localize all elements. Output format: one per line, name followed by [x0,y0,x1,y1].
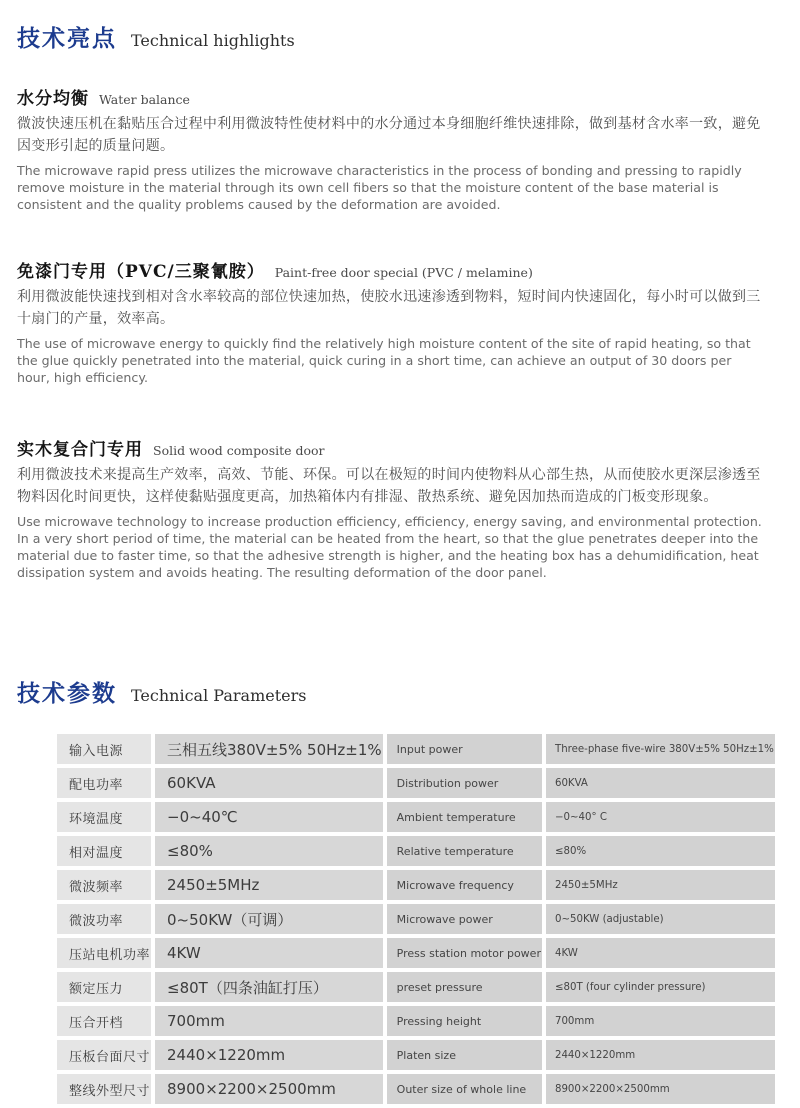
param-value-zh: 60KVA [155,768,383,798]
param-label-zh: 微波功率 [57,904,151,934]
param-label-en: Ambient temperature [387,802,542,832]
param-label-en: Platen size [387,1040,542,1070]
section-body-en: Use microwave technology to increase production efficiency, efficiency, energy saving, and environmental protection. In a very short period of time, the material can be heated from the heart, so that the glue penetrates deeper into the material due to faster time, so that the adhesive strength is higher, and the heating box has a dehumidification, heat dissipation system and avoids heating. The resulting deformation of the door panel. [17,514,762,580]
parameters-title [17,675,762,708]
section-heading-zh: 免漆门专用（PVC/三聚氰胺） [17,262,265,282]
table-row [57,734,775,764]
param-label-en: preset pressure [387,972,542,1002]
param-label-en: Press station motor power [387,938,542,968]
table-row [57,1074,775,1104]
parameters-title-en: Technical Parameters [131,686,307,705]
param-value-en: ≤80T (four cylinder pressure) [546,972,775,1002]
section-paint-free-door [17,257,762,386]
param-label-en: Input power [387,734,542,764]
param-value-en: −0~40° C [546,802,775,832]
section-heading-en: Solid wood composite door [153,443,325,458]
table-row [57,904,775,934]
table-row [57,870,775,900]
param-label-en: Relative temperature [387,836,542,866]
param-label-zh: 压板台面尺寸 [57,1040,151,1070]
section-water-balance [17,84,762,213]
param-label-en: Distribution power [387,768,542,798]
param-value-en: 700mm [546,1006,775,1036]
param-label-zh: 整线外型尺寸 [57,1074,151,1104]
highlights-title-zh: 技术亮点 [17,25,117,52]
param-label-zh: 配电功率 [57,768,151,798]
section-solid-wood-door [17,435,762,581]
table-row [57,972,775,1002]
table-row [57,836,775,866]
section-body-zh: 利用微波技术来提高生产效率，高效、节能、环保。可以在极短的时间内使物料从心部生热，从而使胶水更深层渗透至物料因化时间更快，这样使黏贴强度更高，加热箱体内有排湿、散热系统、避免因加热而造成的门板变形现象。 [17,467,761,505]
section-heading-zh: 实木复合门专用 [17,440,143,460]
section-body-en: The microwave rapid press utilizes the microwave characteristics in the process of bonding and pressing to rapidly remove moisture in the material through its own cell fibers so that the moisture content of the base material is consistent and the quality problems caused by the deformation are avoided. [17,163,742,212]
param-value-zh: 4KW [155,938,383,968]
param-label-zh: 输入电源 [57,734,151,764]
param-label-en: Outer size of whole line [387,1074,542,1104]
param-value-zh: 三相五线380V±5% 50Hz±1% [155,734,383,764]
highlights-title [17,20,762,53]
param-value-zh: ≤80T（四条油缸打压） [155,972,383,1002]
section-heading-en: Paint-free door special (PVC / melamine) [274,265,533,280]
table-row [57,1040,775,1070]
param-value-en: 8900×2200×2500mm [546,1074,775,1104]
param-value-zh: −0~40℃ [155,802,383,832]
param-value-zh: 0~50KW（可调） [155,904,383,934]
param-label-zh: 压合开档 [57,1006,151,1036]
param-label-zh: 微波频率 [57,870,151,900]
parameters-table [53,730,779,1108]
param-value-en: 2440×1220mm [546,1040,775,1070]
param-value-zh: 2440×1220mm [155,1040,383,1070]
param-value-en: 0~50KW (adjustable) [546,904,775,934]
param-label-zh: 压站电机功率 [57,938,151,968]
param-value-en: Three-phase five-wire 380V±5% 50Hz±1% [546,734,775,764]
section-body-zh: 微波快速压机在黏贴压合过程中利用微波特性使材料中的水分通过本身细胞纤维快速排除，做到基材含水率一致，避免因变形引起的质量问题。 [17,116,761,154]
param-label-zh: 额定压力 [57,972,151,1002]
section-heading [17,435,762,460]
param-label-en: Pressing height [387,1006,542,1036]
section-heading [17,257,762,282]
param-value-en: 60KVA [546,768,775,798]
table-row [57,802,775,832]
section-heading-en: Water balance [99,92,190,107]
table-row [57,1006,775,1036]
parameters-title-zh: 技术参数 [17,680,117,707]
param-label-zh: 环境温度 [57,802,151,832]
param-value-en: 4KW [546,938,775,968]
param-value-zh: ≤80% [155,836,383,866]
param-label-en: Microwave power [387,904,542,934]
param-value-en: 2450±5MHz [546,870,775,900]
param-label-en: Microwave frequency [387,870,542,900]
param-value-zh: 700mm [155,1006,383,1036]
section-heading [17,84,762,109]
table-row [57,938,775,968]
param-value-zh: 2450±5MHz [155,870,383,900]
section-body-zh: 利用微波能快速找到相对含水率较高的部位快速加热，使胶水迅速渗透到物料，短时间内快速固化，每小时可以做到三十扇门的产量，效率高。 [17,289,761,327]
section-heading-zh: 水分均衡 [17,89,89,109]
param-label-zh: 相对温度 [57,836,151,866]
param-value-en: ≤80% [546,836,775,866]
table-row [57,768,775,798]
section-body-en: The use of microwave energy to quickly find the relatively high moisture content of the site of rapid heating, so that the glue quickly penetrated into the material, quick curing in a short time, can achieve an output of 30 doors per hour, high efficiency. [17,336,751,385]
param-value-zh: 8900×2200×2500mm [155,1074,383,1104]
highlights-title-en: Technical highlights [131,31,295,50]
